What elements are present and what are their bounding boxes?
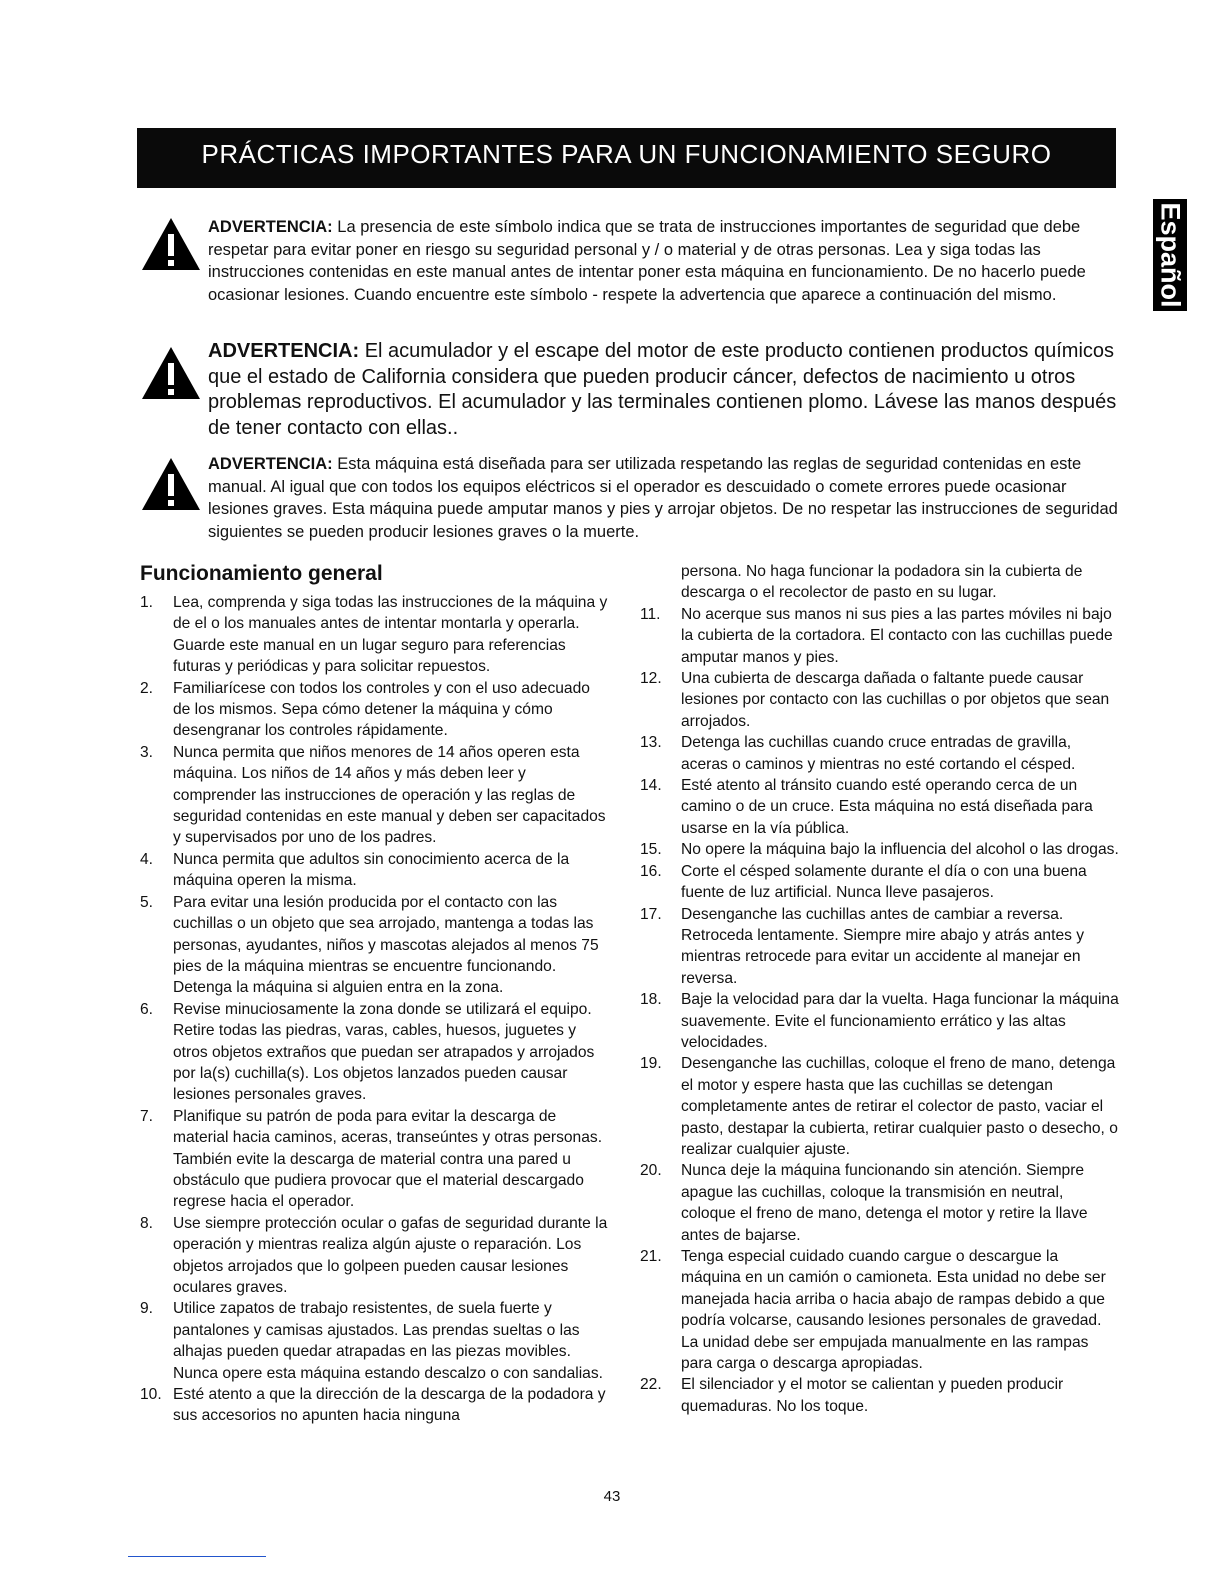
item-number: 16. (640, 862, 662, 880)
list-item (640, 989, 1120, 1053)
list-item (140, 999, 610, 1106)
list-item (140, 1384, 610, 1427)
warning-label: ADVERTENCIA: (208, 455, 333, 473)
page-number: 43 (603, 1488, 621, 1505)
item-number: 17. (640, 905, 662, 923)
warning-text-1 (208, 216, 1120, 306)
item-text: Nunca permita que niños menores de 14 años operen esta máquina. Los niños de 14 años y más deben leer y comprender las instrucciones de operación y las reglas de seguridad contenidas en este manual y deben ser capacitados y supervisados por uno de los padres. (173, 743, 606, 847)
list-item (140, 592, 610, 678)
item-number: 4. (140, 850, 154, 868)
list-item (140, 678, 610, 742)
item-number: 2. (140, 679, 154, 697)
section-title: Funcionamiento general (140, 562, 383, 585)
item-text: Lea, comprenda y siga todas las instrucciones de la máquina y de el o los manuales antes de intentar montarla y operarla. Guarde este manual en un lugar seguro para referencias futuras y periódicas y para solicitar repuestos. (173, 594, 608, 676)
warning-body: La presencia de este símbolo indica que se trata de instrucciones importantes de seguridad que debe respetar para evitar poner en riesgo su seguridad personal y / o material y de otras personas. Lea y siga todas las instrucciones contenidas en este manual antes de intentar poner esta máquina en funcionamiento. De no hacerlo puede ocasionar lesiones. Cuando encuentre este símbolo - respete la advertencia que aparece a continuación del mismo. (208, 218, 1086, 304)
list-item (640, 1374, 1120, 1417)
right-column (640, 561, 1120, 1417)
item-text: Corte el césped solamente durante el día o con una buena fuente de luz artificial. Nunca lleve pasajeros. (681, 862, 1087, 902)
item-text: Tenga especial cuidado cuando cargue o descargue la máquina en un camión o camioneta. Esta unidad no debe ser manejada hacia arriba o hacia abajo de rampas debido a que podría volcarse, causando lesiones personales de gravedad. La unidad debe ser empujada manualmente en las rampas para carga o descarga apropiadas. (681, 1248, 1106, 1373)
item-text: No acerque sus manos ni sus pies a las partes móviles ni bajo la cubierta de la cortadora. El contacto con las cuchillas puede amputar manos y pies. (681, 605, 1113, 666)
list-item (640, 1160, 1120, 1246)
warning-text-3 (208, 453, 1120, 543)
item-text: Desenganche las cuchillas antes de cambiar a reversa. Retroceda lentamente. Siempre mire abajo y atrás antes y mientras retrocede para evitar un accidente al manejar en reversa. (681, 905, 1085, 987)
item-number: 1. (140, 594, 154, 611)
item-number: 22. (640, 1376, 662, 1394)
item-text: Nunca deje la máquina funcionando sin atención. Siempre apague las cuchillas, coloque la transmisión en neutral, coloque el freno de mano, detenga el motor y retire la llave antes de bajarse. (681, 1162, 1088, 1244)
item-number: 20. (640, 1162, 662, 1180)
language-side-tab (1153, 199, 1187, 311)
item-text: Nunca permita que adultos sin conocimiento acerca de la máquina operen la misma. (173, 850, 570, 890)
item-text: El silenciador y el motor se calientan y pueden producir quemaduras. No los toque. (681, 1376, 1064, 1415)
list-item (140, 1213, 610, 1299)
list-item (640, 1053, 1120, 1160)
list-item (640, 732, 1120, 775)
item-text: Familiarícese con todos los controles y con el uso adecuado de los mismos. Sepa cómo detener la máquina y cómo desengranar los controles rápidamente. (173, 679, 590, 740)
warning-label: ADVERTENCIA: (208, 218, 333, 236)
item-number: 3. (140, 743, 154, 761)
item-number: 5. (140, 893, 154, 911)
warning-text-2 (208, 339, 1120, 441)
warning-body: Esta máquina está diseñada para ser utilizada respetando las reglas de seguridad contenidas en este manual. Al igual que con todos los equipos eléctricos si el operador es descuidado o comete errores puede ocasionar lesiones graves. Esta máquina puede amputar manos y pies y arrojar objetos. De no respetar las instrucciones de seguridad siguientes se pueden producir lesiones graves o la muerte. (208, 455, 1118, 541)
list-item (140, 742, 610, 849)
item-number: 21. (640, 1248, 662, 1265)
warning-label: ADVERTENCIA: (208, 340, 360, 362)
footer-divider (128, 1556, 266, 1557)
warning-body: El acumulador y el escape del motor de este producto contienen productos químicos que el estado de California considera que pueden producir cáncer, defectos de nacimiento u otros problemas reproductivos. El acumulador y las terminales contienen plomo. Lávese las manos después de tener contacto con ellas.. (208, 340, 1117, 439)
item-number: 6. (140, 1000, 154, 1018)
item-number: 7. (140, 1107, 154, 1125)
list-item (140, 1298, 610, 1384)
item-number: 14. (640, 777, 662, 795)
item-text: Utilice zapatos de trabajo resistentes, de suela fuerte y pantalones y camisas ajustados. Las prendas sueltas o las alhajas pueden quedar atrapadas en las piezas movibles. Nunca opere esta máquina estando descalzo o con sandalias. (173, 1300, 603, 1382)
item-number: 15. (640, 841, 662, 859)
list-item (640, 1246, 1120, 1374)
safety-rules-list-left (140, 592, 610, 1427)
list-item (140, 892, 610, 999)
continued-text: persona. No haga funcionar la podadora sin la cubierta de descarga o el recolector de pasto en su lugar. (681, 563, 1083, 602)
warning-triangle-icon (140, 456, 202, 512)
warning-triangle-icon (140, 216, 202, 272)
item-number: 19. (640, 1055, 662, 1073)
list-item (640, 861, 1120, 904)
list-item (140, 849, 610, 892)
item-text: Baje la velocidad para dar la vuelta. Haga funcionar la máquina suavemente. Evite el funcionamiento errático y las altas velocidades. (681, 991, 1119, 1051)
list-item (640, 839, 1120, 860)
warning-triangle-icon (140, 345, 202, 401)
item-text: Para evitar una lesión producida por el contacto con las cuchillas o un objeto que sea arrojado, mantenga a todas las personas, ayudantes, niños y mascotas alejados al menos 75 pies de la máquina mientras se encuentre funcionando. Detenga la máquina si alguien entra en la zona. (173, 893, 599, 997)
list-item (640, 775, 1120, 839)
item-number: 11. (640, 605, 661, 623)
item-number: 8. (140, 1214, 154, 1232)
item-text: Una cubierta de descarga dañada o faltante puede causar lesiones por contacto con las cuchillas o por objetos que sean arrojados. (681, 670, 1110, 730)
list-item (140, 1106, 610, 1213)
item-number: 10. (140, 1386, 162, 1404)
item-number: 13. (640, 734, 662, 752)
item-text: No opere la máquina bajo la influencia del alcohol o las drogas. (681, 841, 1119, 859)
item-number: 12. (640, 670, 662, 688)
item-text: Use siempre protección ocular o gafas de seguridad durante la operación y mientras realiza algún ajuste o reparación. Los objetos arrojados que lo golpeen pueden causar lesiones oculares graves. (173, 1214, 608, 1296)
item-text: Esté atento a que la dirección de la descarga de la podadora y sus accesorios no apunten hacia ninguna (173, 1386, 606, 1425)
item-number: 9. (140, 1300, 154, 1318)
left-column (140, 560, 610, 1427)
safety-rules-list-right (640, 604, 1120, 1417)
item-text: Desenganche las cuchillas, coloque el freno de mano, detenga el motor y espere hasta que las cuchillas se detengan completamente antes de retirar el colector de pasto, vaciar el pasto, destapar la cubierta, retirar cualquier pasto o desecho, o realizar cualquier ajuste. (681, 1055, 1118, 1158)
item-text: Planifique su patrón de poda para evitar la descarga de material hacia caminos, aceras, transeúntes y otras personas. También evite la descarga de material contra una pared u obstáculo que pudiera provocar que el material descargado regrese hacia el operador. (173, 1107, 603, 1211)
item-text: Detenga las cuchillas cuando cruce entradas de gravilla, aceras o caminos y mientras no esté cortando el césped. (681, 734, 1076, 773)
list-item (640, 604, 1120, 668)
item-text: Revise minuciosamente la zona donde se utilizará el equipo. Retire todas las piedras, varas, cables, huesos, juguetes y otros objetos extraños que puedan ser atrapados y arrojados por la(s) cuchilla(s). Los objetos lanzados pueden causar lesiones personales graves. (173, 1000, 595, 1104)
list-item (640, 904, 1120, 990)
item-number: 18. (640, 991, 662, 1009)
side-tab-label: Español (1155, 202, 1186, 308)
item-text: Esté atento al tránsito cuando esté operando cerca de un camino o de un cruce. Esta máquina no está diseñada para usarse en la vía pública. (681, 777, 1093, 837)
list-item (640, 668, 1120, 732)
page-banner-title: PRÁCTICAS IMPORTANTES PARA UN FUNCIONAMIENTO SEGURO (137, 128, 1116, 188)
